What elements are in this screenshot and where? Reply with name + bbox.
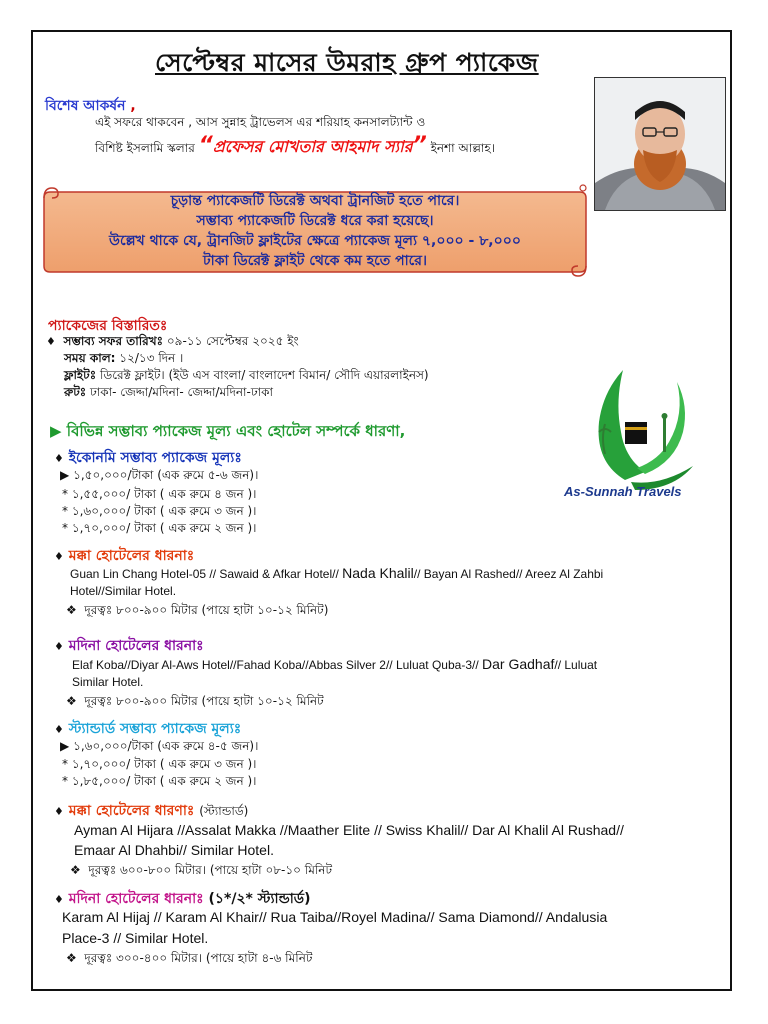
- economy-price-row: [60, 467, 258, 487]
- price-text: ১,৮৫,০০০/ টাকা ( এক রুমে ২ জন )।: [71, 774, 257, 788]
- route-value: ঢাকা- জেদ্দা/মদিনা- জেদ্দা/মদিনা-ঢাকা: [89, 385, 273, 399]
- hotel-text: Nada Khalil: [342, 565, 414, 581]
- madinah-heading-text: মদিনা হোটেলের ধারনাঃ: [68, 638, 204, 654]
- feature-heading-text: বিশেষ আকর্ষন: [45, 98, 126, 114]
- as-sunnah-logo: [565, 362, 715, 502]
- date-label: সম্ভাব্য সফর তারিখঃ: [63, 334, 164, 348]
- standard-price-row: * ১,৮৫,০০০/ টাকা ( এক রুমে ২ জন )।: [62, 774, 257, 788]
- economy-price-row: * ১,৭০,০০০/ টাকা ( এক রুমে ২ জন )।: [62, 521, 257, 535]
- triangle-bullet-icon: ▶: [50, 422, 62, 440]
- standard-madinah-hotels-cont: Place-3 // Similar Hotel.: [62, 930, 209, 946]
- diamond-bullet-icon: ♦: [54, 805, 64, 818]
- four-diamond-bullet-icon: ❖: [66, 951, 77, 965]
- triangle-bullet-icon: ▶: [60, 468, 70, 482]
- triangle-bullet-icon: ▶: [60, 739, 70, 753]
- diamond-bullet-icon: ♦: [54, 723, 64, 736]
- economy-price-row: * ১,৫৫,০০০/ টাকা ( এক রুমে ৪ জন )।: [62, 487, 257, 501]
- economy-price-row: * ১,৬০,০০০/ টাকা ( এক রুমে ৩ জন )।: [62, 504, 257, 518]
- distance-text: দূরত্বঃ ৩০০-৪০০ মিটার। (পায়ে হাটা ৪-৬ মিনিট: [84, 951, 313, 965]
- scholar-name: “প্রফেসর মোখতার আহমাদ স্যার”: [198, 133, 427, 158]
- standard-makkah-hotels-cont: Emaar Al Dhahbi// Similar Hotel.: [74, 842, 274, 858]
- standard-price-row: * ১,৭০,০০০/ টাকা ( এক রুমে ৩ জন )।: [62, 757, 257, 771]
- standard-madinah-heading: [54, 887, 311, 911]
- diamond-bullet-icon: ♦: [46, 335, 56, 348]
- duration-value: ১২/১৩ দিন ।: [119, 351, 184, 365]
- hotel-text: Elaf Koba//Diyar Al-Aws Hotel//Fahad Koba//Abbas Silver 2// Luluat Quba-3//: [72, 658, 482, 672]
- page-title: সেপ্টেম্বর মাসের উমরাহ গ্রুপ প্যাকেজ: [155, 48, 539, 77]
- flight-label: ফ্লাইটঃ: [64, 368, 97, 382]
- standard-price-row: [60, 738, 258, 758]
- flight-value: ডিরেক্ট ফ্লাইট। (ইউ এস বাংলা/ বাংলাদেশ বিমান/ সৌদি এয়ারলাইনস): [99, 368, 429, 382]
- duration-label: সময় কাল:: [64, 351, 116, 365]
- logo-name: As-Sunnah Travels: [564, 484, 682, 499]
- four-diamond-bullet-icon: ❖: [66, 694, 77, 708]
- price-text: ১,৭০,০০০/ টাকা ( এক রুমে ৩ জন )।: [71, 757, 257, 771]
- economy-heading-text: ইকোনমি সম্ভাব্য প্যাকেজ মূল্যঃ: [68, 450, 242, 466]
- standard-makkah-heading: [54, 799, 248, 823]
- economy-madinah-hotels-cont: Similar Hotel.: [72, 675, 144, 689]
- price-heading: [50, 420, 405, 445]
- price-text: ১,৬০,০০০/ টাকা ( এক রুমে ৩ জন )।: [71, 504, 257, 518]
- feature-comma: ,: [130, 98, 136, 114]
- four-diamond-bullet-icon: ❖: [66, 603, 77, 617]
- details-route: [64, 384, 273, 404]
- notice-text: [52, 191, 578, 271]
- economy-makkah-hotels: [70, 565, 603, 581]
- date-value: ০৯-১১ সেপ্টেম্বর ২০২৫ ইং: [166, 334, 299, 348]
- distance-text: দূরত্বঃ ৮০০-৯০০ মিটার (পায়ে হাটা ১০-১২ মিনিট: [84, 694, 324, 708]
- notice-line: উল্লেখ থাকে যে, ট্রানজিট ফ্লাইটের ক্ষেত্রে প্যাকেজ মূল্য ৭,০০০ - ৮,০০০: [109, 233, 521, 249]
- hotel-text: // Bayan Al Rashed// Areez Al Zahbi: [413, 567, 604, 581]
- scholar-photo: [594, 77, 726, 211]
- madinah-heading-text: মদিনা হোটেলের ধারনাঃ: [68, 891, 204, 907]
- feature-line-2: [95, 133, 495, 161]
- four-diamond-bullet-icon: ❖: [70, 863, 81, 877]
- price-text: ১,৫০,০০০/টাকা (এক রুমে ৫-৬ জন)।: [73, 468, 259, 482]
- diamond-bullet-icon: ♦: [54, 640, 64, 653]
- distance-text: দূরত্বঃ ৬০০-৮০০ মিটার। (পায়ে হাটা ০৮-১০ মিনিট: [88, 863, 333, 877]
- makkah-note: (স্ট্যান্ডার্ড): [199, 804, 249, 818]
- scholar-name-text: প্রফেসর মোখতার আহমাদ স্যার: [212, 137, 413, 156]
- distance-text: দূরত্বঃ ৮০০-৯০০ মিটার (পায়ে হাটা ১০-১২ মিনিট): [84, 603, 329, 617]
- economy-makkah-hotels-cont: Hotel//Similar Hotel.: [70, 584, 177, 598]
- standard-heading-text: স্ট্যান্ডার্ড সম্ভাব্য প্যাকেজ মূল্যঃ: [68, 721, 242, 737]
- makkah-heading-text: মক্কা হোটেলের ধারনাঃ: [68, 548, 195, 564]
- standard-madinah-distance: [66, 950, 312, 970]
- economy-madinah-hotels: [72, 656, 597, 672]
- feature-line-2-suffix: ইনশা আল্লাহ।: [430, 141, 496, 155]
- economy-madinah-heading: [54, 634, 204, 658]
- diamond-bullet-icon: ♦: [54, 550, 64, 563]
- hotel-text: Guan Lin Chang Hotel-05 // Sawaid & Afkar Hotel//: [70, 567, 343, 581]
- price-heading-text: বিভিন্ন সম্ভাব্য প্যাকেজ মূল্য এবং হোটেল সম্পর্কে ধারণা,: [66, 422, 406, 440]
- diamond-bullet-icon: ♦: [54, 893, 64, 906]
- price-text: ১,৭০,০০০/ টাকা ( এক রুমে ২ জন )।: [71, 521, 257, 535]
- price-text: ১,৫৫,০০০/ টাকা ( এক রুমে ৪ জন )।: [71, 487, 257, 501]
- madinah-note: (১*/২* স্ট্যান্ডার্ড): [208, 891, 311, 907]
- economy-madinah-distance: [66, 693, 324, 713]
- diamond-bullet-icon: ♦: [54, 452, 64, 465]
- standard-madinah-hotels: Karam Al Hijaj // Karam Al Khair// Rua Taiba//Royel Madina// Sama Diamond// Andalusia: [62, 909, 608, 925]
- notice-line: সম্ভাব্য প্যাকেজটি ডিরেক্ট ধরে করা হয়েছে।: [196, 213, 434, 229]
- hotel-text: // Luluat: [554, 658, 598, 672]
- route-label: রুটঃ: [64, 385, 87, 399]
- standard-makkah-distance: [70, 862, 332, 882]
- feature-line-2-prefix: বিশিষ্ট ইসলামি স্কলার: [95, 141, 195, 155]
- price-text: ১,৬০,০০০/টাকা (এক রুমে ৪-৫ জন)।: [73, 739, 259, 753]
- hotel-text: Dar Gadhaf: [482, 656, 555, 672]
- economy-makkah-distance: [66, 602, 328, 622]
- notice-line: টাকা ডিরেক্ট ফ্লাইট থেকে কম হতে পারে।: [203, 253, 427, 269]
- feature-line-1: এই সফরে থাকবেন , আস সুন্নাহ ট্রাভেলস এর শরিয়াহ কনসালট্যান্ট ও: [95, 115, 426, 129]
- notice-line: চূড়ান্ত প্যাকেজটি ডিরেক্ট অথবা ট্রানজিট হতে পারে।: [170, 193, 460, 209]
- makkah-heading-text: মক্কা হোটেলের ধারণাঃ: [68, 803, 195, 819]
- standard-makkah-hotels: Ayman Al Hijara //Assalat Makka //Maather Elite // Swiss Khalil// Dar Al Khalil Al Rushad//: [74, 822, 624, 838]
- details-heading: প্যাকেজের বিস্তারিতঃ: [48, 318, 168, 334]
